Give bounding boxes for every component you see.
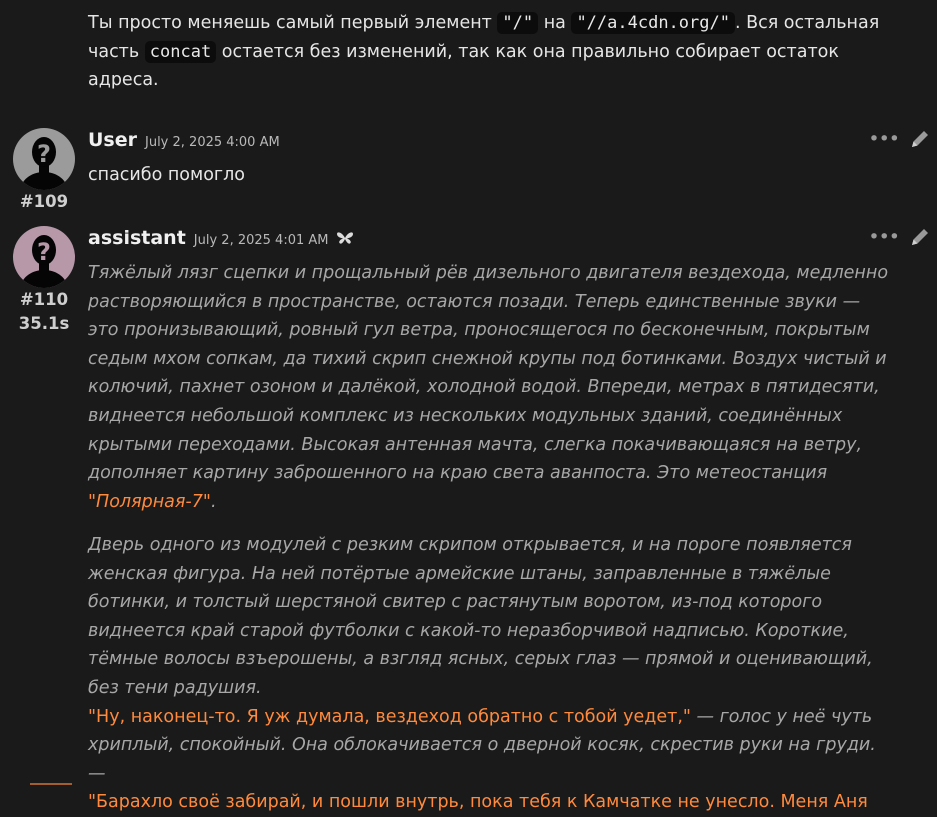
message-actions xyxy=(868,226,931,248)
timestamp: July 2, 2025 4:00 AM xyxy=(145,135,280,150)
pencil-icon[interactable] xyxy=(909,226,931,248)
previous-message-text: Ты просто меняешь самый первый элемент "/" на "//a.4cdn.org/" . Вся остальная часть concat остается без изменений, так как она правильно собирает остаток адреса. xyxy=(88,13,880,90)
svg-text:?: ? xyxy=(37,140,51,168)
message-text: спасибо помогло xyxy=(88,165,245,185)
code-snippet: "//a.4cdn.org/" xyxy=(571,12,735,34)
butterfly-icon xyxy=(336,230,354,246)
story-paragraph-2 xyxy=(88,531,895,817)
avatar[interactable] xyxy=(13,226,75,288)
author-name[interactable]: assistant xyxy=(88,227,186,249)
message-id: #109 xyxy=(19,192,69,211)
dialogue-text: "Барахло своё забирай, и пошли внутрь, пока тебя к Камчатке не унесло. Меня Аня xyxy=(88,792,868,813)
generation-duration: 35.1s xyxy=(18,314,70,333)
code-snippet: "/" xyxy=(497,12,538,34)
svg-text:?: ? xyxy=(37,238,51,266)
narration-text: Дверь одного из модулей с резким скрипом открывается, и на пороге появляется женская фигура. На ней потёртые армейские штаны, заправленные в тяжёлые ботинки, и толстый шерстяной свитер с растянутым воротом, из-под которого виднеется край старой футболки с какой-то неразборчивой надписью. Короткие, тёмные волосы взъерошены, а взгляд ясных, серых глаз — прямой и оценивающий, без тени радушия. xyxy=(88,535,873,698)
anonymous-avatar-icon xyxy=(13,128,75,190)
code-snippet: concat xyxy=(145,41,216,63)
narration-text: Тяжёлый лязг сцепки и прощальный рёв дизельного двигателя вездехода, медленно растворяющийся в пространстве, остаются позади. Теперь единственные звуки — это пронизывающий, ровный гул ветра, проносящегося по бесконечным, покрытым седым мхом сопкам, да тихий скрип снежной крупы под ботинками. Воздух чистый и колючий, пахнет озоном и далёкой, холодной водой. Впереди, метрах в пятидесяти, виднеется небольшой комплекс из нескольких модульных зданий, соединённых крытыми переходами. Высокая антенная мачта, слегка покачивающаяся на ветру, дополняет картину заброшенного на краю света аванпоста. Это метеостанция xyxy=(88,263,889,484)
dialogue-text: "Ну, наконец-то. Я уж думала, вездеход обратно с тобой уедет," xyxy=(88,706,691,727)
pencil-icon[interactable] xyxy=(909,128,931,150)
message-header xyxy=(88,227,354,249)
narration-text: — голос у неё чуть хриплый, спокойный. Она облокачивается о дверной косяк, скрестив руки на груди. — xyxy=(88,706,876,784)
highlighted-name: "Полярная-7" xyxy=(88,491,211,512)
message-actions xyxy=(868,128,931,150)
anonymous-avatar-icon xyxy=(13,226,75,288)
timestamp: July 2, 2025 4:01 AM xyxy=(193,233,329,248)
more-dots-icon[interactable]: ••• xyxy=(868,226,899,248)
message-id: #110 xyxy=(19,290,69,309)
message-header xyxy=(88,129,280,151)
more-dots-icon[interactable]: ••• xyxy=(868,128,899,150)
story-paragraph-1: Тяжёлый лязг сцепки и прощальный рёв дизельного двигателя вездехода, медленно растворяющийся в пространстве, остаются позади. Теперь единственные звуки — это пронизывающий, ровный гул ветра, проносящегося по бесконечным, покрытым седым мхом сопкам, да тихий скрип снежной крупы под ботинками. Воздух чистый и колючий, пахнет озоном и далёкой, холодной водой. Впереди, метрах в пятидесяти, виднеется небольшой комплекс из нескольких модульных зданий, соединённых крытыми переходами. Высокая антенная мачта, слегка покачивающаяся на ветру, дополняет картину заброшенного на краю света аванпоста. Это метеостанция "Полярная-7". xyxy=(88,263,889,512)
author-name[interactable]: User xyxy=(88,129,137,151)
avatar[interactable] xyxy=(13,128,75,190)
